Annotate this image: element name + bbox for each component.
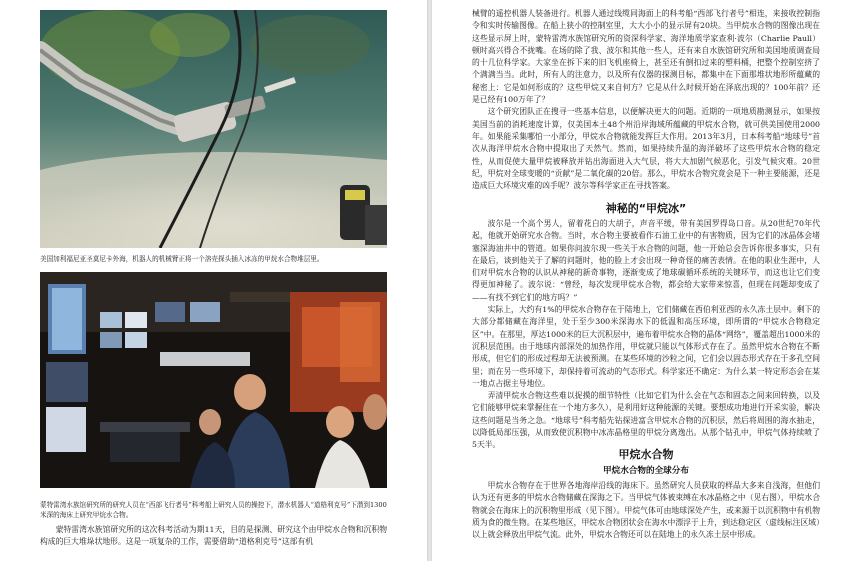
robotic-arm-seafloor-photo — [40, 10, 387, 248]
left-page — [0, 0, 427, 561]
caption-top — [40, 254, 387, 264]
right-body-bottom — [472, 480, 820, 541]
right-paragraph-5: 弄清甲烷水合物这些难以捉摸的细节特性（比如它们为什么会在气态和固态之间来回转换，以及它们能够甲烷来掌握住在一个地方多久），是利用好这种能源的关键。要想成功地进行开采实验，解决这些问题是当务之急。“地球号”科考船先钻探进富含甲烷水合物的沉积层，然后将周围的海水抽走，以降低局部压强，从而致使沉积物中冰冻晶格里的甲烷分离逸出。从那个钻孔中，甲烷气体持续喷了5天半。 — [472, 391, 820, 450]
right-page — [432, 0, 860, 561]
left-body-paragraph: 蒙特雷湾水族馆研究所的这次科考活动为期11天，目的是探测、研究这个由甲烷水合物和沉积物构成的巨大堆垛状地形。这是一项复杂的工作，需要借助“道格利克号”这部有机 — [40, 525, 387, 547]
caption-bottom-text: 蒙特雷湾水族馆研究所的研究人员在“西部飞行者号”科考船上研究人员的操控下，潜水机器人“道格利克号”下潜到1300米深的海床上研究甲烷水合物。 — [40, 501, 387, 519]
left-body-text — [40, 524, 387, 549]
right-paragraph-3: 波尔是一个高个男人，留着花白的大胡子，声音平缓，带有美国罗得岛口音。从20世纪70年代起，他就开始研究水合物。当时，水合物主要被看作石油工业中的有害物质，因为它们的冰晶体会堵塞深海油井中的管道。如果你问波尔现一些关于水合物的问题，他一开始总会告诉你很多事实，只有在最后，谈到他关于了解的问题时，他的脸上才会出现一种奇怪的痛苦表情。在他的职业生涯中，人们对甲烷水合物的认识从神秘的新奇事物，逐渐变成了地球碳循环系统的关键环节，而这也让它们变得更加神秘了。波尔说：“曾经，每次发现甲烷水合物，都会给大家带来惊喜，但现在问题却变成了——有找不到它们的地方吗？” — [472, 219, 820, 302]
right-paragraph-2: 这个研究团队正在搜寻一些基本信息，以便解决更大的问题。近期的一项地质勘测显示，如果按美国当前的消耗速度计算，仅美国本土48个州沿岸海域所蕴藏的甲烷水合物，就可供美国使用2000年。如果能采集哪怕一小部分，甲烷水合物就能发挥巨大作用。2013年3月，日本科考船“地球号”首次从海洋甲烷水合物中提取出了天然气。然而，如果持续升温的海洋破坏了这些甲烷水合物的稳定性，从而促使大量甲烷被释放并钻出海面进入大气层，将大大加剧气候恶化，引发气候灾难。20世纪，甲烷对全球变暖的“贡献”是二氧化碳的20倍。那么，甲烷水合物究竟会是下一种主要能源，还是造成巨大环境灾难的凶手呢？波尔等科学家正在寻找答案。 — [472, 107, 820, 191]
right-paragraph-4: 实际上，大约有1%的甲烷水合物存在于陆地上，它们储藏在西伯利亚西的永久冻土层中。剩下的大部分都储藏在海洋里，处于至少300米深海水下的低温和高压环境，即所谓的“甲烷水合物稳定区”中。在那里，厚达1000米的巨大沉积层中，遍布着甲烷水合物的晶体“网络”，覆盖超出1000米的沉积层范围。由于地球内部深处的加热作用，甲烷就只能以气体形式存在了。虽然甲烷水合物在不断形成，但它们的形成过程却无法被预测。在某些环境的沙粒之间，它们会以固态形式存在于多孔空间里；而在另一些环境下，却保持着可流动的气态形式。科学家还不确定：为什么某一特定形态会在某一地点占据主导地位。 — [472, 305, 820, 388]
right-body-top — [472, 8, 820, 192]
heading-methane-hydrate: 甲烷水合物 — [618, 448, 674, 461]
caption-top-text: 美国加利福尼亚圣莫尼卡外海，机器人的机械臂正将一个溶壳探头插入冰冻的甲烷水合物堆层里。 — [40, 255, 324, 263]
caption-bottom — [40, 500, 387, 520]
right-body-middle — [472, 218, 820, 452]
subheading-global-distribution: 甲烷水合物的全球分布 — [603, 466, 689, 476]
right-paragraph-1: 械臂的遥控机器人装备进行。机器人通过线缆同海面上的科考船“西部飞行者号”相连，来接收控制指令和实时传输图像。在船上狭小的控制室里，大大小小的显示屏有20块。当甲烷水合物的图像出现在这些显示屏上时，蒙特雷湾水族馆研究所的资深科学家、海洋地质学家查利·波尔（Charlie Paull）顿时高兴得合不拢嘴。在场的除了我、波尔和其他一些人，还有来自水族馆研究所和美国地质调查局的十几位科学家。大家坐在拆下来的旧飞机座椅上，甚至还有倒扣过来的塑料桶，把整个控制室挤了个满满当当。此时，所有人的注意力，以及所有仪器的探测目标，都集中在下面那堆状地形所蕴藏的秘密上：它是如何形成的？这些甲烷又来自何方？它是从什么时候开始在泽底出现的？100年前？还是已经有100万年了？ — [472, 9, 820, 105]
heading-mysterious-methane-ice: 神秘的“甲烷冰” — [605, 202, 687, 215]
control-room-photo — [40, 272, 387, 488]
right-paragraph-6: 甲烷水合物存在于世界各地海岸沿线的海床下。虽然研究人员获取的样品大多来自浅海，但他们认为还有更多的甲烷水合物储藏在深海之下。当甲烷气体被束缚在水冰晶格之中（见右图），甲烷水合物就会在海床上的沉积物里形成（见下图）。甲烷气体可由地球深处产生，或来源于以沉积物中有机物质为食的微生物。在某些地区，甲烷水合物团状会在海水中漂浮于上升，到达稳定区（虚线标注区域）以上就会释放出甲烷气流。此外，甲烷水合物还可以在陆地上的永久冻土层中形成。 — [472, 481, 820, 540]
